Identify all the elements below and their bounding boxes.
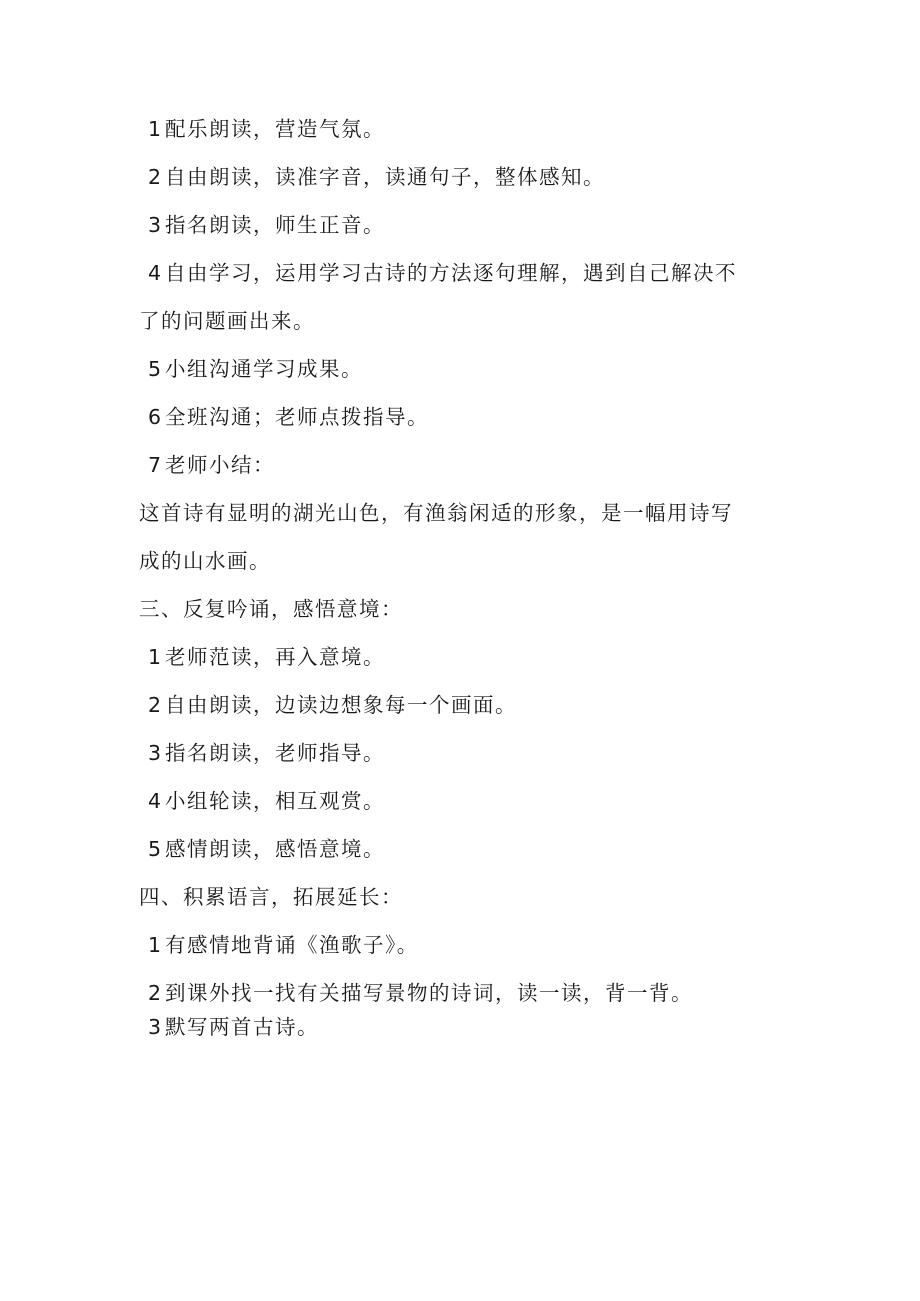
step-text: 了的问题画出来。 [139, 309, 315, 333]
heading-text: 四、积累语言，拓展延长： [139, 885, 403, 909]
step-line-4-3 [148, 1013, 319, 1041]
step-number: 6 [148, 405, 162, 429]
step-number: 3 [148, 1015, 162, 1039]
step-line-3-2 [148, 691, 517, 719]
step-line-2 [148, 163, 605, 191]
heading-text: 三、反复吟诵，感悟意境： [139, 597, 403, 621]
step-line-3-1 [148, 643, 385, 671]
step-text: 自由朗读，读准字音，读通句子，整体感知。 [165, 165, 606, 189]
step-text: 自由朗读，边读边想象每一个画面。 [165, 693, 518, 717]
step-text: 指名朗读，师生正音。 [165, 213, 386, 237]
paragraph-text: 成的山水画。 [139, 549, 271, 573]
step-text: 全班沟通；老师点拨指导。 [165, 405, 430, 429]
step-number: 4 [148, 789, 162, 813]
summary-paragraph-line-1 [139, 499, 733, 527]
step-number: 3 [148, 213, 162, 237]
step-line-4-continued [139, 307, 315, 335]
summary-paragraph-line-2 [139, 547, 271, 575]
step-number: 2 [148, 165, 162, 189]
step-number: 7 [148, 453, 162, 477]
step-text: 有感情地背诵《渔歌子》。 [165, 933, 419, 957]
step-line-3-3 [148, 739, 385, 767]
step-number: 3 [148, 741, 162, 765]
step-text: 默写两首古诗。 [165, 1015, 320, 1039]
step-line-5 [148, 355, 363, 383]
step-line-3-5 [148, 835, 385, 863]
step-number: 1 [148, 117, 162, 141]
step-number: 5 [148, 837, 162, 861]
step-text: 配乐朗读，营造气氛。 [165, 117, 386, 141]
step-number: 5 [148, 357, 162, 381]
step-text: 老师小结： [165, 453, 276, 477]
step-line-4 [148, 259, 737, 287]
step-line-4-1 [148, 931, 419, 959]
step-line-7 [148, 451, 275, 479]
step-number: 2 [148, 981, 162, 1005]
section-heading-3 [139, 595, 403, 623]
step-text: 指名朗读，老师指导。 [165, 741, 386, 765]
step-text: 到课外找一找有关描写景物的诗词，读一读，背一背。 [165, 981, 694, 1005]
step-line-3 [148, 211, 385, 239]
section-heading-4 [139, 883, 403, 911]
step-number: 1 [148, 933, 162, 957]
paragraph-text: 这首诗有显明的湖光山色，有渔翁闲适的形象，是一幅用诗写 [139, 501, 733, 525]
step-number: 4 [148, 261, 162, 285]
step-line-6 [148, 403, 429, 431]
step-text: 感情朗读，感悟意境。 [165, 837, 386, 861]
step-line-1 [148, 115, 385, 143]
step-text: 老师范读，再入意境。 [165, 645, 386, 669]
step-number: 1 [148, 645, 162, 669]
step-text: 自由学习，运用学习古诗的方法逐句理解，遇到自己解决不 [165, 261, 738, 285]
step-number: 2 [148, 693, 162, 717]
step-line-3-4 [148, 787, 385, 815]
step-line-4-2 [148, 979, 693, 1007]
step-text: 小组沟通学习成果。 [165, 357, 364, 381]
step-text: 小组轮读，相互观赏。 [165, 789, 386, 813]
